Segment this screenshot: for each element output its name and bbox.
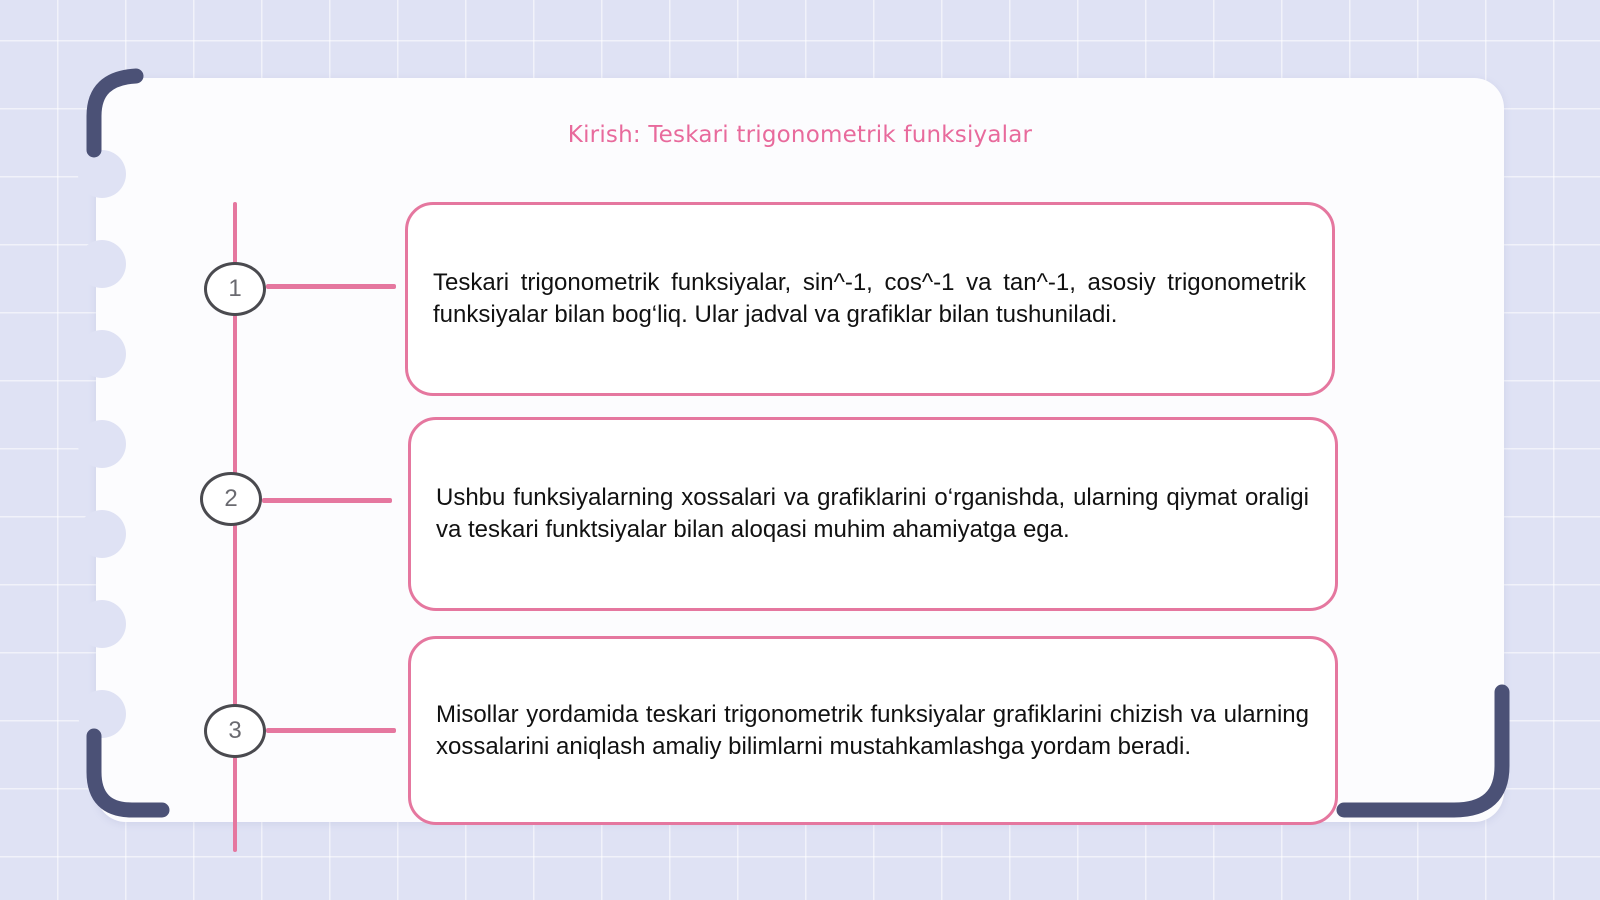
page-notch [78, 330, 126, 378]
step-number-2: 2 [200, 472, 262, 526]
corner-bracket-bottom-left [86, 728, 176, 820]
step-card-3 [408, 636, 1338, 825]
page-notch [78, 600, 126, 648]
corner-bracket-bottom-right [1334, 684, 1518, 820]
page-notch [78, 510, 126, 558]
step-number-1: 1 [204, 262, 266, 316]
page-notch [78, 420, 126, 468]
timeline-connector [266, 728, 396, 733]
step-card-2 [408, 417, 1338, 611]
timeline-connector [266, 284, 396, 289]
timeline-connector [262, 498, 392, 503]
step-card-1 [405, 202, 1335, 396]
step-text-3: Misollar yordamida teskari trigonometrik funksiyalar grafiklarini chizish va ularning xossalarini aniqlash amaliy bilimlarni mustahkamlashga yordam beradi. [436, 700, 1309, 760]
page-notch [78, 240, 126, 288]
step-number-3: 3 [204, 704, 266, 758]
step-text-1: Teskari trigonometrik funksiyalar, sin^-1, cos^-1 va tan^-1, asosiy trigonometrik funksiyalar bilan bog‘liq. Ular jadval va grafiklar bilan tushuniladi. [433, 269, 1306, 328]
step-text-2: Ushbu funksiyalarning xossalari va grafiklarini o‘rganishda, ularning qiymat oraligi va teskari funktsiyalar bilan aloqasi muhim ahamiyatga ega. [436, 484, 1309, 543]
slide-title: Kirish: Teskari trigonometrik funksiyalar [567, 122, 1033, 148]
